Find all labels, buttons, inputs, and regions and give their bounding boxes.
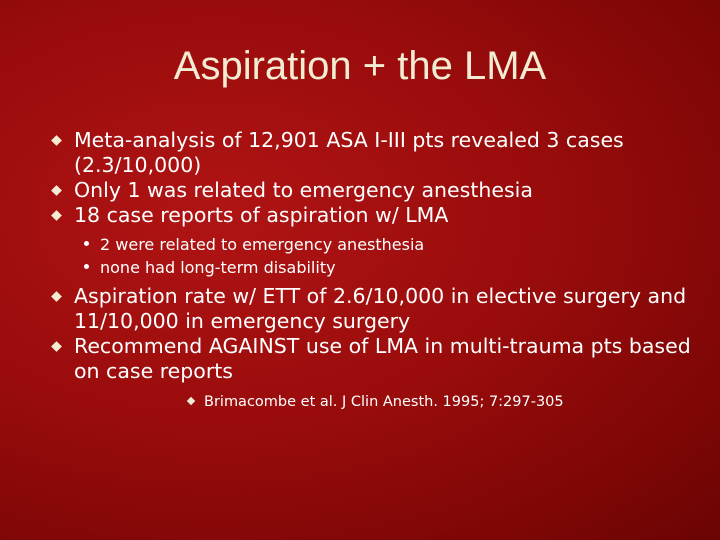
bullet-text: Only 1 was related to emergency anesthesia [74,178,533,202]
bullet-item [52,284,692,334]
bullet-item [52,178,692,203]
bullet-text: 18 case reports of aspiration w/ LMA [74,203,449,227]
bullet-text: Meta-analysis of 12,901 ASA I-III pts revealed 3 cases (2.3/10,000) [74,128,624,177]
citation-text: Brimacombe et al. J Clin Anesth. 1995; 7:297-305 [204,394,564,410]
bullet-item [52,334,692,384]
bullet-item [52,203,692,228]
diamond-bullet-icon [51,135,62,146]
slide-title: Aspiration + the LMA [173,44,547,88]
diamond-bullet-icon [51,341,62,352]
diamond-bullet-icon [51,185,62,196]
slide-body [52,128,692,412]
diamond-bullet-icon [187,397,195,405]
diamond-bullet-icon [51,291,62,302]
diamond-bullet-icon [51,210,62,221]
bullet-item [52,128,692,178]
bullet-text: Aspiration rate w/ ETT of 2.6/10,000 in elective surgery and 11/10,000 in emergency surgery [74,284,687,333]
sub-bullet-list [52,233,692,279]
bullet-text: Recommend AGAINST use of LMA in multi-trauma pts based on case reports [74,334,691,383]
dot-bullet-icon [84,241,89,246]
sub-bullet-item [82,256,692,279]
sub-bullet-text: none had long-term disability [100,258,336,277]
dot-bullet-icon [84,264,89,269]
sub-bullet-item [82,233,692,256]
sub-bullet-text: 2 were related to emergency anesthesia [100,235,425,254]
citation [188,392,692,412]
